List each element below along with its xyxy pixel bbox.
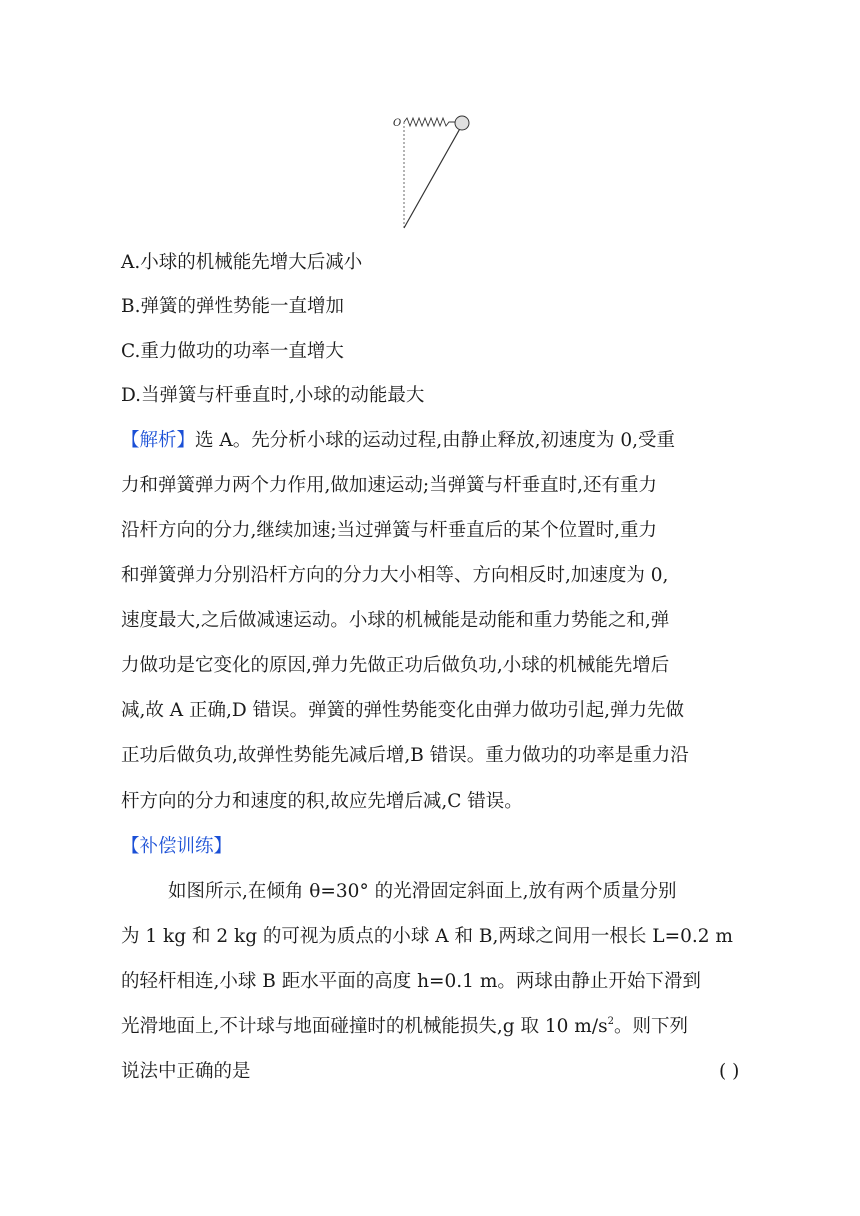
supplement-line-3: 的轻杆相连,小球 B 距水平面的高度 h=0.1 m。两球由静止开始下滑到: [121, 971, 701, 992]
supplement-line-1: 如图所示,在倾角 θ=30° 的光滑固定斜面上,放有两个质量分别: [168, 881, 677, 902]
spring-coil: [404, 118, 455, 126]
point-o-label: O: [393, 118, 402, 129]
option-d: D.当弹簧与杆垂直时,小球的动能最大: [121, 385, 425, 406]
supplement-tag: 【补偿训练】: [121, 836, 233, 857]
analysis-line-6: 力做功是它变化的原因,弹力先做正功后做负功,小球的机械能先增后: [121, 655, 670, 676]
analysis-line-5: 速度最大,之后做减速运动。小球的机械能是动能和重力势能之和,弹: [121, 610, 670, 631]
analysis-line-8: 正功后做负功,故弹性势能先减后增,B 错误。重力做功的功率是重力沿: [121, 745, 689, 766]
analysis-line-4: 和弹簧弹力分别沿杆方向的分力大小相等、方向相反时,加速度为 0,: [121, 565, 669, 586]
analysis-line-3: 沿杆方向的分力,继续加速;当过弹簧与杆垂直后的某个位置时,重力: [121, 520, 657, 541]
option-a: A.小球的机械能先增大后减小: [121, 252, 363, 273]
analysis-tag: 【解析】: [121, 430, 196, 451]
option-b: B.弹簧的弹性势能一直增加: [121, 296, 344, 317]
analysis-line-9: 杆方向的分力和速度的积,故应先增后减,C 错误。: [121, 791, 523, 812]
supplement-line-2: 为 1 kg 和 2 kg 的可视为质点的小球 A 和 B,两球之间用一根长 L=0.2 m: [121, 926, 733, 947]
analysis-line-2: 力和弹簧弹力两个力作用,做加速运动;当弹簧与杆垂直时,还有重力: [121, 475, 657, 496]
supplement-line-5: 说法中正确的是: [121, 1061, 251, 1082]
answer-bracket: ( ): [719, 1061, 740, 1082]
analysis-line-7: 减,故 A 正确,D 错误。弹簧的弹性势能变化由弹力做功引起,弹力先做: [121, 700, 684, 721]
rod: [404, 125, 462, 228]
option-c: C.重力做功的功率一直增大: [121, 341, 344, 362]
spring-ball-diagram: [385, 108, 485, 233]
supplement-line-4: 光滑地面上,不计球与地面碰撞时的机械能损失,g 取 10 $m/s^2$。则下列: [121, 1016, 688, 1037]
ball: [455, 116, 469, 130]
analysis-line-1: 【解析】选 A。先分析小球的运动过程,由静止释放,初速度为 0,受重: [121, 430, 676, 451]
